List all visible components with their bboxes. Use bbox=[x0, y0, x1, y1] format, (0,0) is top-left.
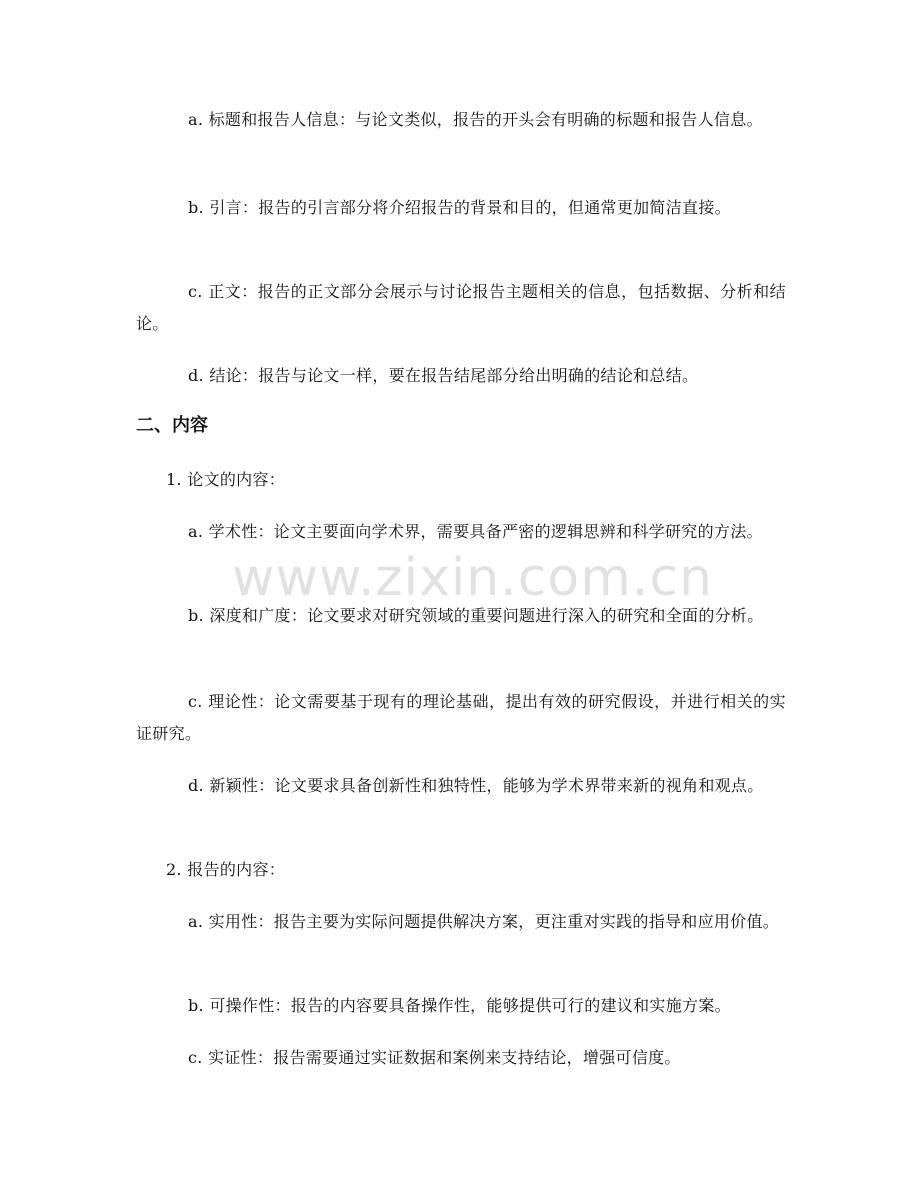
thesis-item-b: b. 深度和广度：论文要求对研究领域的重要问题进行深入的研究和全面的分析。 bbox=[188, 606, 764, 625]
report-structure-item-b: b. 引言：报告的引言部分将介绍报告的背景和目的，但通常更加简洁直接。 bbox=[188, 198, 731, 217]
report-item-a: a. 实用性：报告主要为实际问题提供解决方案，更注重对实践的指导和应用价值。 bbox=[188, 912, 780, 931]
report-item-c: c. 实证性：报告需要通过实证数据和案例来支持结论，增强可信度。 bbox=[188, 1048, 681, 1067]
section-heading-content: 二、内容 bbox=[136, 415, 208, 436]
report-structure-item-d: d. 结论：报告与论文一样，要在报告结尾部分给出明确的结论和总结。 bbox=[188, 366, 699, 385]
thesis-item-c: c. 理论性：论文需要基于现有的理论基础，提出有效的研究假设，并进行相关的实证研究。 bbox=[136, 692, 786, 743]
report-content-title: 2. 报告的内容： bbox=[166, 860, 286, 879]
thesis-content-title: 1. 论文的内容： bbox=[166, 470, 286, 489]
report-structure-item-c: c. 正文：报告的正文部分会展示与讨论报告主题相关的信息，包括数据、分析和结论。 bbox=[136, 282, 786, 333]
thesis-item-a: a. 学术性：论文主要面向学术界，需要具备严密的逻辑思辨和科学研究的方法。 bbox=[188, 522, 763, 541]
watermark: www.zixin.com.cn bbox=[232, 548, 713, 608]
thesis-item-d: d. 新颖性：论文要求具备创新性和独特性，能够为学术界带来新的视角和观点。 bbox=[188, 776, 764, 795]
report-item-b: b. 可操作性：报告的内容要具备操作性，能够提供可行的建议和实施方案。 bbox=[188, 996, 731, 1015]
report-structure-item-a: a. 标题和报告人信息：与论文类似，报告的开头会有明确的标题和报告人信息。 bbox=[188, 110, 763, 129]
